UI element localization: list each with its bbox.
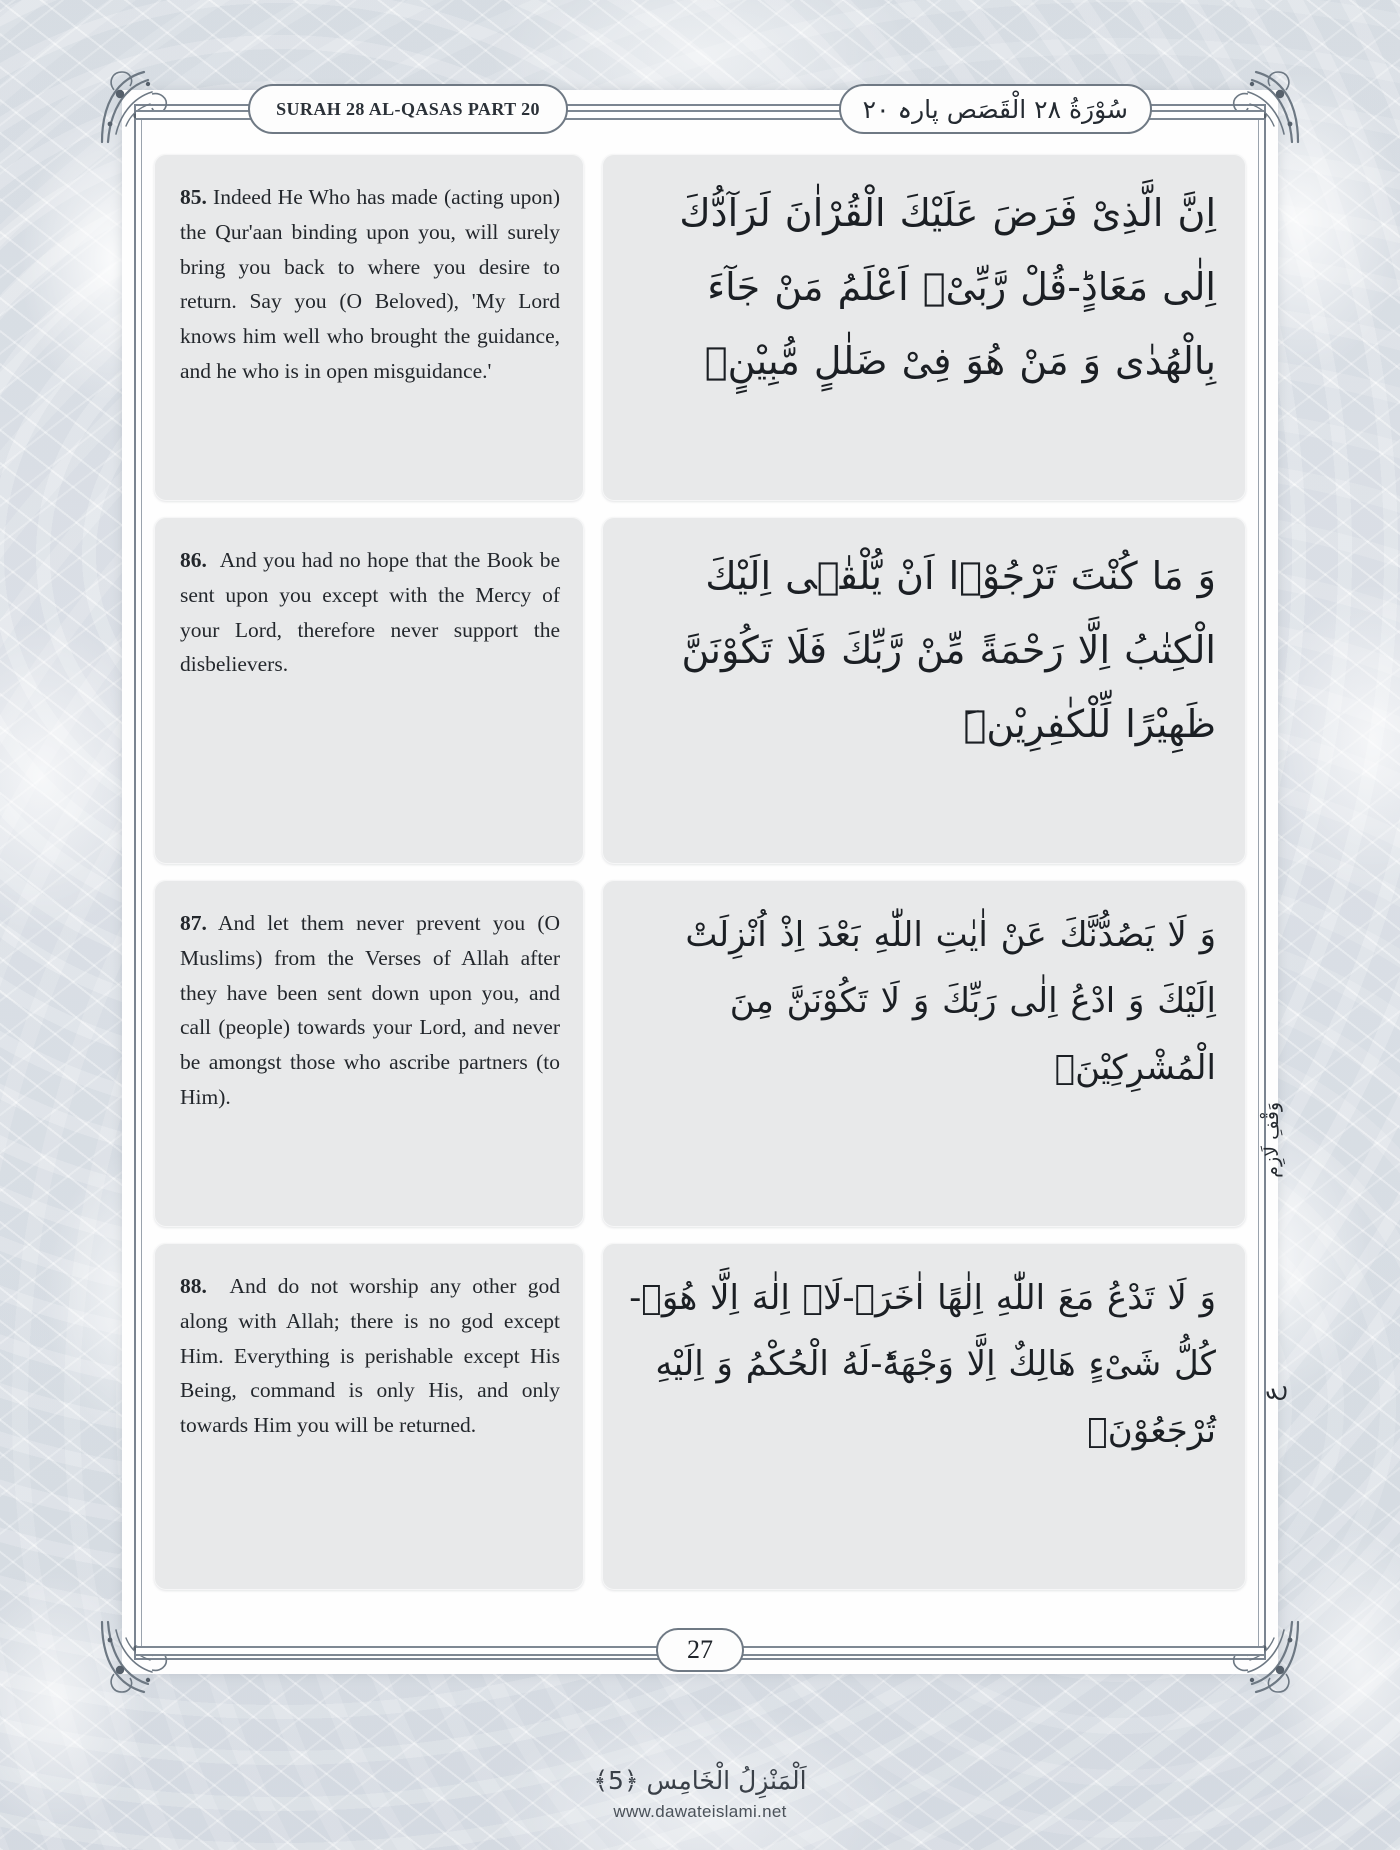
verse-translation-text [180,1269,560,1443]
verse-number: 86. [180,548,207,572]
footer-caption [0,1766,1400,1822]
surah-title-cartouche-english [248,84,568,134]
verse-list [154,154,1246,1590]
verse-row [154,1243,1246,1590]
verse-translation-cell [154,517,584,864]
page-header [136,84,1264,138]
verse-arabic-text: اِنَّ الَّذِیْ فَرَضَ عَلَیْكَ الْقُرْاٰنَ لَرَآدُّكَ اِلٰى مَعَادٍؕ-قُلْ رَّبِّیْۤ اَعْلَمُ مَنْ جَآءَ بِالْهُدٰى وَ مَنْ هُوَ فِیْ ضَلٰلٍ مُّبِیْنٍ۠ [679,191,1216,384]
margin-note-ruku: ع [1256,1386,1287,1402]
verse-translation-text [180,180,560,389]
verse-translation-cell [154,1243,584,1590]
verse-number: 88. [180,1274,207,1298]
margin-note-waqf-lazim: وَقْفِ لَازِم [1260,1102,1283,1178]
verse-arabic-text: وَ لَا تَدْعُ مَعَ اللّٰهِ اِلٰهًا اٰخَرَۘ-لَاۤ اِلٰهَ اِلَّا هُوَ۫-كُلُّ شَیْءٍ هَالِكٌ اِلَّا وَجْهَهٗؕ-لَهُ الْحُكْمُ وَ اِلَیْهِ تُرْجَعُوْنَ۠ [629,1278,1216,1451]
page-frame [92,62,1308,1702]
verse-english: And let them never prevent you (O Muslims) from the Verses of Allah after they have been sent down upon you, and call (people) towards your Lord, and never be amongst those who ascribe partners (to Him). [180,911,560,1110]
verse-row [154,517,1246,864]
verse-arabic-text: وَ لَا یَصُدُّنَّكَ عَنْ اٰیٰتِ اللّٰهِ بَعْدَ اِذْ اُنْزِلَتْ اِلَیْكَ وَ ادْعُ اِلٰى رَبِّكَ وَ لَا تَكُوْنَنَّ مِنَ الْمُشْرِكِیْنَۚ [685,915,1216,1088]
website-url[interactable]: www.dawateislami.net [613,1802,787,1821]
verse-number: 87. [180,911,207,935]
verse-translation-cell [154,154,584,501]
verse-arabic-cell [602,880,1246,1227]
verse-translation-text [180,543,560,682]
verse-row [154,880,1246,1227]
verse-english: And do not worship any other god along with Allah; there is no god except Him. Everything is perishable except His Being, command is only His, and only towards Him you will be returned. [180,1274,560,1438]
surah-title-arabic: سُوْرَةُ ٢٨ الْقَصَص پارہ ٢٠ [862,94,1128,124]
verse-arabic-cell [602,1243,1246,1590]
verse-number: 85. [180,185,207,209]
verse-english: Indeed He Who has made (acting upon) the Qur'aan binding upon you, will surely bring you back to where you desire to return. Say you (O Beloved), 'My Lord knows him well who brought the guidance, and he who is in open misguidance.' [180,185,560,384]
verse-row [154,154,1246,501]
verse-arabic-cell [602,517,1246,864]
verse-english: And you had no hope that the Book be sent upon you except with the Mercy of your Lord, therefore never support the disbelievers. [180,548,560,677]
manzil-label: اَلْمَنْزِلُ الْخَامِس ﴿5﴾ [593,1766,807,1795]
page-number-badge: 27 [656,1628,744,1672]
verse-translation-text [180,906,560,1115]
verse-arabic-text: وَ مَا كُنْتَ تَرْجُوْۤا اَنْ یُّلْقٰۤى اِلَیْكَ الْكِتٰبُ اِلَّا رَحْمَةً مِّنْ رَّبِّكَ فَلَا تَكُوْنَنَّ ظَهِیْرًا لِّلْكٰفِرِیْنَ٘ [681,554,1216,747]
surah-title-cartouche-arabic [839,84,1152,134]
page-footer [136,1628,1264,1674]
verse-arabic-cell [602,154,1246,501]
margin-annotations [1252,1102,1292,1402]
verse-translation-cell [154,880,584,1227]
surah-title-english: SURAH 28 AL-QASAS PART 20 [276,98,540,119]
